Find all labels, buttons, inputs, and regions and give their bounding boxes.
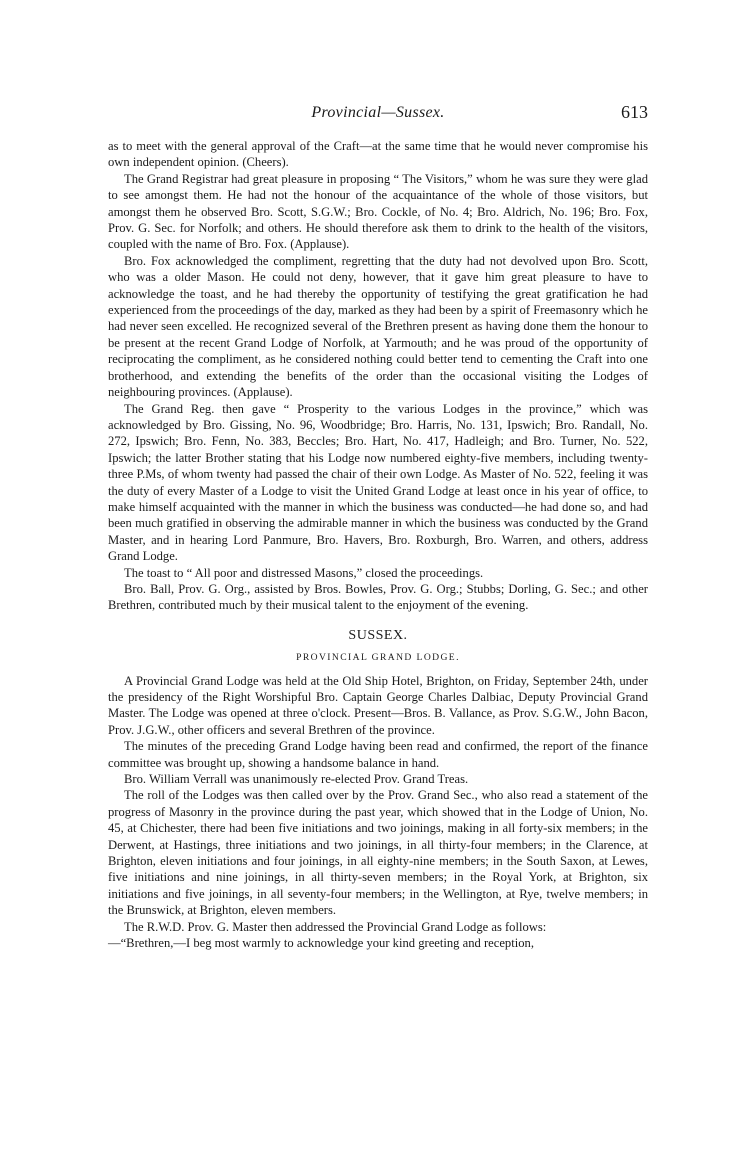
paragraph: The roll of the Lodges was then called over by the Prov. Grand Sec., who also read a statement of the progress of Masonry in the province during the past year, which showed that in the Lodge of Union, No. 45, at Chichester, there had been five initiations and two joinings, making in all forty-six members; in the Derwent, at Hastings, three initiations and two joinings, in all thirty-four members; in the Clarence, at Brighton, eleven initiations and four joinings, in all eighty-nine members; in the South Saxon, at Lewes, five initiations and nine joinings, in all thirty-seven members; in the Royal York, at Brighton, six initiations and five joinings, in all seventy-four members; in the Wellington, at Rye, twelve members; in the Brunswick, at Brighton, eleven members.	[108, 788, 648, 918]
paragraph: The R.W.D. Prov. G. Master then addressed the Provincial Grand Lodge as follows:	[124, 919, 547, 934]
paragraph: A Provincial Grand Lodge was held at the Old Ship Hotel, Brighton, on Friday, September 24th, under the presidency of the Right Worshipful Bro. Captain George Charles Dalbiac, Deputy Provincial Grand Master. The Lodge was opened at three o'clock. Present—Bros. B. Vallance, as Prov. S.G.W., John Bacon, Prov. J.G.W., other officers and several Brethren of the province.	[108, 673, 648, 737]
running-head: Provincial—Sussex.	[311, 104, 445, 121]
paragraph: The minutes of the preceding Grand Lodge having been read and confirmed, the report of the finance committee was brought up, showing a handsome balance in hand.	[108, 739, 648, 770]
paragraph: Bro. Ball, Prov. G. Org., assisted by Bros. Bowles, Prov. G. Org.; Stubbs; Dorling, G. Sec.; and other Brethren, contributed much by their musical talent to the enjoyment of the evening.	[108, 581, 648, 613]
paragraph: —“Brethren,—I beg most warmly to acknowledge your kind greeting and reception,	[108, 936, 534, 951]
section-title: SUSSEX.	[348, 627, 408, 643]
paragraph: Bro. Fox acknowledged the compliment, regretting that the duty had not devolved upon Bro. Scott, who was a older Mason. He could not deny, however, that it gave him great pleasure to have to acknowledge the toast, and he had thereby the opportunity of testifying the great gratification he had experienced from the proceedings of the day, marked as they had been by a spirit of Freemasonry which he had never seen excelled. He recognized several of the Brethren present as having done them the honour to be present at the recent Grand Lodge of Norfolk, at Yarmouth; and he was proud of the opportunity of reciprocating the compliment, as he considered nothing could better tend to cementing the Craft into one brotherhood, and extending the benefits of the order than the occasional visiting the Lodges of neighbouring provinces. (Applause).	[108, 253, 648, 400]
section-subtitle: PROVINCIAL GRAND LODGE.	[296, 652, 460, 664]
page-header	[108, 104, 648, 130]
paragraph: The Grand Reg. then gave “ Prosperity to the various Lodges in the province,” which was acknowledged by Bro. Gissing, No. 96, Woodbridge; Bro. Harris, No. 131, Ipswich; Bro. Randall, No. 272, Ipswich; Bro. Fenn, No. 383, Beccles; Bro. Hart, No. 417, Hadleigh; and Bro. Turner, No. 522, Ipswich; the latter Brother stating that his Lodge now numbered eighty-five members, including twenty-three P.Ms, of whom twenty had passed the chair of their own Lodge. As Master of No. 522, feeling it was the duty of every Master of a Lodge to visit the United Grand Lodge at least once in his year of office, to make himself acquainted with the manner in which the business was conducted—he had done so, and had been much gratified in observing the admirable manner in which the business was conducted by the Grand Master, and in hearing Lord Panmure, Bro. Havers, Bro. Roxburgh, Bro. Warren, and others, address Grand Lodge.	[108, 401, 648, 564]
paragraph: The toast to “ All poor and distressed Masons,” closed the proceedings.	[124, 565, 484, 580]
page-number: 613	[621, 102, 648, 122]
paragraph: as to meet with the general approval of the Craft—at the same time that he would never compromise his own independent opinion. (Cheers).	[108, 139, 648, 170]
paragraph: Bro. William Verrall was unanimously re-elected Prov. Grand Treas.	[124, 772, 469, 787]
paragraph: The Grand Registrar had great pleasure in proposing “ The Visitors,” whom he was sure they were glad to see amongst them. He had not the honour of the acquaintance of the whole of those visitors, but amongst them he observed Bro. Scott, S.G.W.; Bro. Cockle, of No. 4; Bro. Aldrich, No. 196; Bro. Fox, Prov. G. Sec. for Norfolk; and others. He should therefore ask them to drink to the health of the visitors, coupled with the name of Bro. Fox. (Applause).	[108, 171, 648, 252]
page-body	[108, 138, 648, 952]
